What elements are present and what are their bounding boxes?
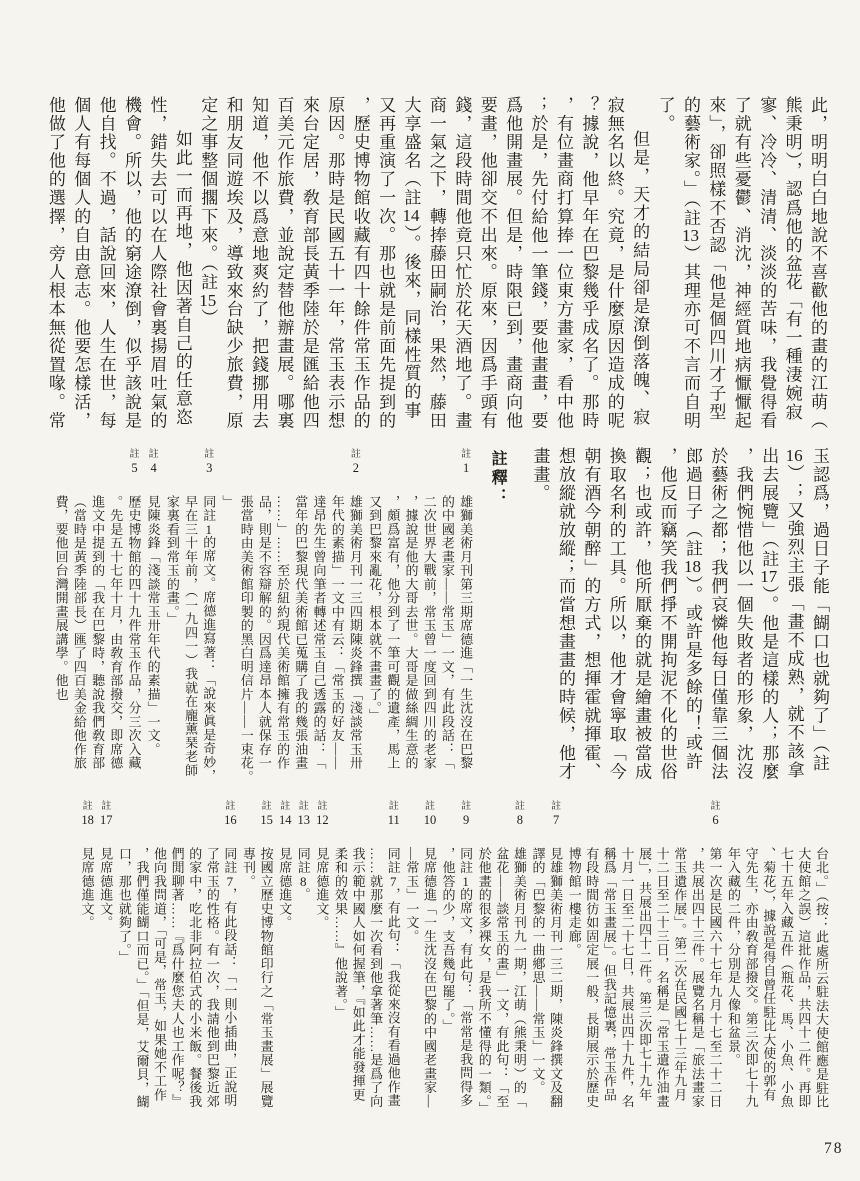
article-paragraph: [527, 447, 832, 783]
footnote-label-number: 6: [712, 813, 719, 827]
footnote-text: [80, 847, 95, 930]
footnote-label: [144, 449, 164, 476]
footnote-text: [54, 495, 142, 770]
footnote-item: [403, 799, 438, 1111]
text-run: 見席德進文。: [277, 847, 293, 930]
footnote-label-number: 1: [463, 461, 470, 475]
footnote-label-number: 15: [260, 813, 273, 827]
footnote-label: [705, 801, 725, 828]
footnote-label-number: 7: [552, 813, 560, 827]
footnote-label-number: 12: [316, 813, 329, 827]
article-paragraph: [652, 96, 830, 432]
text-run: 第一次是民國六十七年九月十七至二十二日，共展出四十三件。展覽名稱是「旅法畫家常玉遺作展」。第二次在民國七十三年九月十二日至二十三日，名稱是「常玉遺作油畫展」，共展出四十二件。第三次即七十九年十月一日至二十七日，共展出四十九件，名稱爲「常玉畫展」。但我記憶裏，常玉作品有段時間彷如固定展一般，長期展示於歷史博物館一樓走廊。: [566, 847, 723, 1109]
footnote-label-prefix: 註: [710, 801, 721, 812]
footnote-text: [531, 847, 564, 1108]
footnote-text: [296, 847, 311, 901]
footnote-item: [529, 799, 564, 1111]
footnote-label-number: 11: [387, 813, 400, 827]
text-run: 歷史博物館的四十九件常玉作品，分三次入藏。先是五十七年十月，由敎育部撥交，即席德進文中提到的「我在巴黎時，聽說我們敎育部（當時是黃季陸部長）匯了四百美金給他作旅費，要他回台灣開畫展講學。他也: [53, 495, 142, 770]
text-run: ）: [198, 308, 218, 328]
footnote-label-prefix: 註: [551, 801, 562, 812]
footnote-item: [143, 447, 161, 783]
text-run: ）。他是這樣的人；那麼，我們惋惜他以一個失敗者的形象，沈沒於藝術之都；我們哀憐他每日僅靠三個法郎過日子（註: [682, 447, 779, 781]
inline-ref-number: 8: [300, 874, 307, 888]
footnote-label-prefix: 註: [298, 801, 309, 812]
footnote-item: [294, 799, 312, 1111]
footnote-text: [333, 847, 401, 1108]
main-text-and-notes-band-middle: [26, 447, 832, 783]
inline-ref-number: 15: [199, 291, 217, 309]
footnote-continuation: [724, 799, 830, 1111]
inline-ref-number: 1: [205, 522, 213, 536]
text-run: ）。後來，同樣性質的事又再重演了一次。那也就是前面先提到的，歷史博物館收藏有四十餘件常玉作品的原因。那時是民國五十一年，常玉表示想來台定居，敎育部長黃季陸於是匯給他四百美元作旅費，並說定替他辦畫展。哪裏知道，他不以爲意地爽約了，把錢挪用去和朋友同遊埃及，導致來台缺少旅費，原定之事整個擱下來。（註: [198, 96, 421, 430]
text-run: ，有此段話：「一則小插曲，正說明了常玉的性格。有一次，我請他到巴黎近郊的家中，吃北非阿拉伯式的小米飯。餐後我們閒聊著……『爲什麼您夫人也工作呢？』他向我問道，「可是，常玉，如果她不工作，我們僅能餬口而已。」「但是，艾爾貝，餬口，那也就夠了。」: [116, 847, 238, 1109]
footnote-label: [199, 449, 219, 476]
text-run: ）其理亦可不言而自明了。: [655, 96, 700, 430]
footnote-label-prefix: 註: [461, 801, 472, 812]
footnote-label-number: 3: [206, 461, 213, 475]
text-run: 見席德進文。: [314, 847, 330, 930]
footnote-label-prefix: 註: [424, 801, 435, 812]
footnote-label: [456, 449, 476, 476]
footnote-label: [456, 801, 476, 828]
footnote-label-prefix: 註: [514, 801, 525, 812]
footnote-label: [346, 449, 366, 476]
footnote-label: [124, 449, 144, 476]
inline-ref-number: 17: [760, 568, 778, 586]
footnote-label-number: 5: [131, 461, 138, 475]
footnote-item: [51, 447, 142, 783]
footnote-label: [257, 801, 277, 828]
text-run: 。: [295, 887, 311, 902]
footnote-label: [96, 801, 116, 828]
inline-ref-number: 18: [683, 558, 701, 576]
footnote-label-prefix: 註: [461, 449, 472, 460]
footnote-label-prefix: 註: [317, 801, 328, 812]
footnote-label-number: 14: [278, 813, 292, 827]
text-run: 同註: [385, 847, 401, 875]
footnote-text: [117, 847, 238, 1109]
text-run: 雄獅美術月刊九一期，江萌（熊秉明）的「盆花——談常玉的畫」一文，有此句：「至於他畫的很多裸女，是我所不懂得的一類。」: [476, 847, 527, 1116]
text-run: ，有此句：「我從來沒有看過他作畫……就那麼一次看到他拿著筆……是爲了向我示範中國人如何握筆，『如此才能發揮更柔和的效果……』他說著。」: [332, 847, 401, 1109]
text-run: 台北。」（按：此處所云駐法大使館應是駐比大使館之誤）這批作品，共四十二件。再即七十五年入藏五件（瓶花、馬、小魚、小魚、菊花），據說是得自曾任駐比大使的郭有守先生，亦由敎育部撥交。第三次即七十九年入藏的二件，分別是人像和盆景。: [726, 847, 829, 1109]
footnote-text: [441, 847, 474, 1108]
footnote-label-number: 13: [297, 813, 311, 827]
footnote-label-number: 2: [352, 461, 360, 475]
footnote-text: [726, 847, 829, 1109]
footnote-item: [439, 799, 474, 1111]
text-run: 雄獅美術月刊第三期席德進「一生沈沒在巴黎的中國老畫家——常玉」一文，有此段話：「二次世界大戰前，常玉曾一度回到四川的老家，據說是他的大哥去世。大哥是做絲綢生意的，頗爲富有，他分到了一筆可觀的遺產，馬上又到巴黎來亂花，根本就不畫畫了。」: [367, 495, 474, 770]
footnote-text: [146, 495, 161, 756]
text-run: 同註: [295, 847, 311, 875]
text-run: 同註: [201, 495, 217, 523]
text-run: 見席德進「一生沈沒在巴黎的中國老畫家——常玉」一文。: [404, 847, 437, 1109]
footnote-text: [367, 495, 473, 770]
footnote-text: [241, 847, 274, 1108]
footnote-label-number: 16: [224, 813, 237, 827]
footnote-label: [220, 801, 240, 828]
footnote-item: [163, 447, 218, 783]
footnote-label: [294, 801, 314, 828]
footnote-item: [475, 799, 528, 1116]
text-run: 玉認爲，過日子能「餬口也就夠了」（註: [810, 447, 829, 773]
footnote-label-number: 10: [423, 813, 437, 827]
footnote-text: [567, 847, 723, 1108]
footnote-label: [546, 801, 566, 828]
text-run: 的席文。席德進寫著：「說來眞是奇妙，早在三十年前，（一九四一）我就在龐薰琹老師家裏看到常玉的畫。」: [164, 495, 217, 783]
footnote-text: [165, 495, 216, 783]
footnote-label: [312, 801, 332, 828]
article-paragraph: [195, 96, 652, 432]
footnote-text: [220, 495, 362, 777]
text-run: 見雄獅美術月刊一三二期，陳炎鋒撰文及翻譯的「巴黎的一曲鄕思——常玉」一文。: [530, 847, 564, 1109]
footnote-label: [275, 801, 295, 828]
article-paragraph: [42, 96, 194, 432]
footnote-item: [218, 447, 364, 783]
text-run: ）。或許是多餘的！或許，他反而竊笑我們掙不開拘泥不化的世俗觀；也或許，他所厭棄的就是繪畫被當成換取名利的工具。所以，他才會寧取「今朝有酒今朝醉」的方式，想揮霍就揮霍、想放縱就放縱；而當想畫畫的時候，他才畫畫。: [530, 447, 702, 781]
text-run: 此，明明白白地說不喜歡他的畫的江萌（熊秉明），認爲他的盆花「有一種淒婉寂寥、冷冷、清清、淡淡的苦味，我覺得看了就有些憂鬱、消沈，神經質地病懨懨起來」，卻照樣不否認「他是個四川才子型的藝術家。」（註: [680, 96, 827, 430]
text-run: 但是，天才的結局卻是潦倒落魄、寂寂無名以終。究竟，是什麼原因造成的呢？據說，他早年在巴黎幾乎成名了。那時，有位畫商打算捧一位東方畫家，看中他；於是，先付給他一筆錢，要他畫畫，要爲他開畫展。但是，時限已到，畫商向他要畫，他卻交不出來。原來，因爲手頭有錢，這段時間他竟只忙於花天酒地了。畫商一氣之下，轉捧藤田嗣治，果然，藤田大享盛名（註: [401, 96, 650, 430]
inline-ref-number: 7: [226, 874, 234, 888]
page-number: 78: [824, 1140, 844, 1157]
footnote-item: [239, 799, 274, 1111]
footnote-label: [78, 801, 98, 828]
text-run: 雄獅美術月刊一三四期陳炎鋒撰「淺談常玉卅年代的素描」一文中有云：「常玉的好友——達昂先生曾向筆者轉述常玉自己透露的話：「當年的巴黎現代美術館已蒐購了我的幾張油畫……」……至於紐約現代美術館擁有常玉的作品，則是不容辯解的。因爲達昂本人就保存一張當時由美術館印製的黑白明信片——一束花。」: [220, 495, 363, 778]
footnote-label-number: 8: [516, 813, 524, 827]
footnote-item: [78, 799, 96, 1111]
footnote-text: [98, 847, 113, 930]
footnotes-heading: 註釋：: [489, 450, 507, 507]
footnote-item: [115, 799, 238, 1111]
footnote-label-prefix: 註: [350, 449, 361, 460]
text-run: 按國立歷史博物館印行之「常玉畫展」展覽專刊。: [241, 847, 274, 1109]
footnote-label: [510, 801, 530, 828]
inline-ref-number: 16: [785, 447, 803, 464]
footnote-label-number: 18: [81, 813, 94, 827]
footnote-label-prefix: 註: [225, 801, 236, 812]
text-run: 如此一而再地，他因著自己的任意恣性，錯失去可以在人際社會裏揚眉吐氣的機會。所以，他的窮途潦倒，似乎該說是他自找。不過，話說回來，人生在世，每個人有每個人的自由意志。他要怎樣活，他做了他的選擇，旁人根本無從置喙。常: [45, 96, 192, 430]
footnote-item: [313, 799, 331, 1111]
footnote-item: [565, 799, 723, 1111]
footnote-label-prefix: 註: [148, 449, 159, 460]
text-run: 的席文，有此句：「常常是我問得多，他答的少，支吾幾句罷了。」: [440, 847, 474, 1108]
footnote-label-prefix: 註: [82, 801, 93, 812]
text-run: 同註: [458, 847, 474, 875]
text-run: 見席德進文。: [79, 847, 95, 930]
footnote-text: [404, 847, 437, 1108]
footnote-label-prefix: 註: [388, 801, 399, 812]
footnote-item: [276, 799, 294, 1111]
footnotes-band-bottom: [30, 799, 830, 1116]
footnote-label-number: 9: [463, 813, 470, 827]
footnote-label-prefix: 註: [204, 449, 215, 460]
text-run: 見陳炎鋒「淺談常玉卅年代的素描」一文。: [145, 495, 161, 757]
main-text-band-top: [34, 96, 830, 432]
footnote-label-number: 17: [100, 813, 113, 827]
inline-ref-number: 1: [462, 874, 469, 888]
footnote-text: [477, 847, 527, 1116]
footnote-label-number: 4: [150, 461, 157, 475]
footnote-item: [97, 799, 115, 1111]
footnote-item: [331, 799, 401, 1111]
inline-ref-number: 7: [390, 874, 397, 888]
text-run: 見席德進文。: [98, 847, 114, 930]
inline-ref-number: 14: [402, 207, 420, 225]
footnote-label: [384, 801, 404, 828]
footnote-label: [420, 801, 440, 828]
footnote-label-prefix: 註: [101, 801, 112, 812]
text-run: ）；又強烈主張「畫不成熟，就不該拿出去展覽」（註: [759, 447, 804, 780]
footnote-item: [365, 447, 474, 783]
footnote-text: [277, 847, 292, 930]
text-run: 同註: [222, 847, 238, 875]
footnote-label-prefix: 註: [129, 449, 140, 460]
footnote-label-prefix: 註: [261, 801, 272, 812]
inline-ref-number: 13: [681, 227, 699, 245]
footnote-text: [314, 847, 329, 930]
footnote-label-prefix: 註: [280, 801, 291, 812]
